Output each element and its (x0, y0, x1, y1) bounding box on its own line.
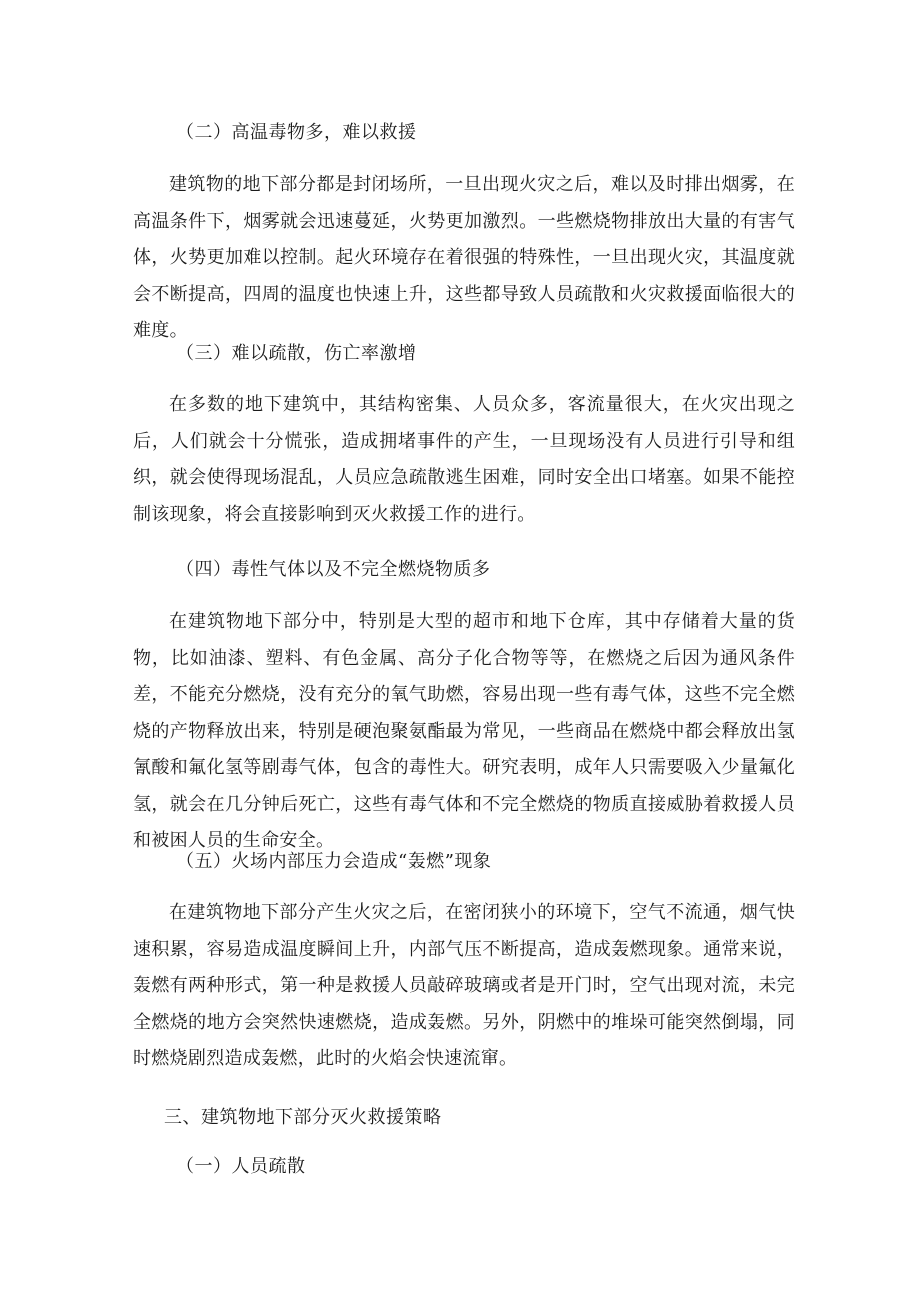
section-heading-rescue-strategy: 三、建筑物地下部分灭火救援策略 (164, 1107, 442, 1128)
subheading-flashover: （五）火场内部压力会造成“轰燃”现象 (176, 851, 492, 872)
subheading-evacuation-difficulty: （三）难以疏散，伤亡率激增 (176, 343, 417, 364)
paragraph-high-temperature: 建筑物的地下部分都是封闭场所，一旦出现火灾之后，难以及时排出烟雾，在高温条件下，烟雾就会迅速蔓延，火势更加激烈。一些燃烧物排放出大量的有害气体，火势更加难以控制。起火环境存在着很强的特殊性，一旦出现火灾，其温度就会不断提高，四周的温度也快速上升，这些都导致人员疏散和火灾救援面临很大的难度。 (133, 174, 795, 341)
subheading-high-temperature: （二）高温毒物多，难以救援 (176, 122, 417, 143)
paragraph-flashover: 在建筑物地下部分产生火灾之后，在密闭狭小的环境下，空气不流通，烟气快速积累，容易造成温度瞬间上升，内部气压不断提高，造成轰燃现象。通常来说，轰燃有两种形式，第一种是救援人员敲碎玻璃或者是开门时，空气出现对流，未完全燃烧的地方会突然快速燃烧，造成轰燃。另外，阴燃中的堆垛可能突然倒塌，同时燃烧剧烈造成轰燃，此时的火焰会快速流窜。 (133, 902, 795, 1069)
subheading-toxic-gases: （四）毒性气体以及不完全燃烧物质多 (176, 559, 491, 580)
paragraph-toxic-gases: 在建筑物地下部分中，特别是大型的超市和地下仓库，其中存储着大量的货物，比如油漆、塑料、有色金属、高分子化合物等等，在燃烧之后因为通风条件差，不能充分燃烧，没有充分的氧气助燃，容易出现一些有毒气体，这些不完全燃烧的产物释放出来，特别是硬泡聚氨酯最为常见，一些商品在燃烧中都会释放出氢氰酸和氟化氢等剧毒气体，包含的毒性大。研究表明，成年人只需要吸入少量氟化氢，就会在几分钟后死亡，这些有毒气体和不完全燃烧的物质直接威胁着救援人员和被困人员的生命安全。 (133, 611, 795, 851)
paragraph-evacuation-difficulty: 在多数的地下建筑中，其结构密集、人员众多，客流量很大，在火灾出现之后，人们就会十分慌张，造成拥堵事件的产生，一旦现场没有人员进行引导和组织，就会使得现场混乱，人员应急疏散逃生困难，同时安全出口堵塞。如果不能控制该现象，将会直接影响到灭火救援工作的进行。 (133, 394, 795, 525)
subheading-personnel-evacuation: （一）人员疏散 (176, 1156, 306, 1177)
